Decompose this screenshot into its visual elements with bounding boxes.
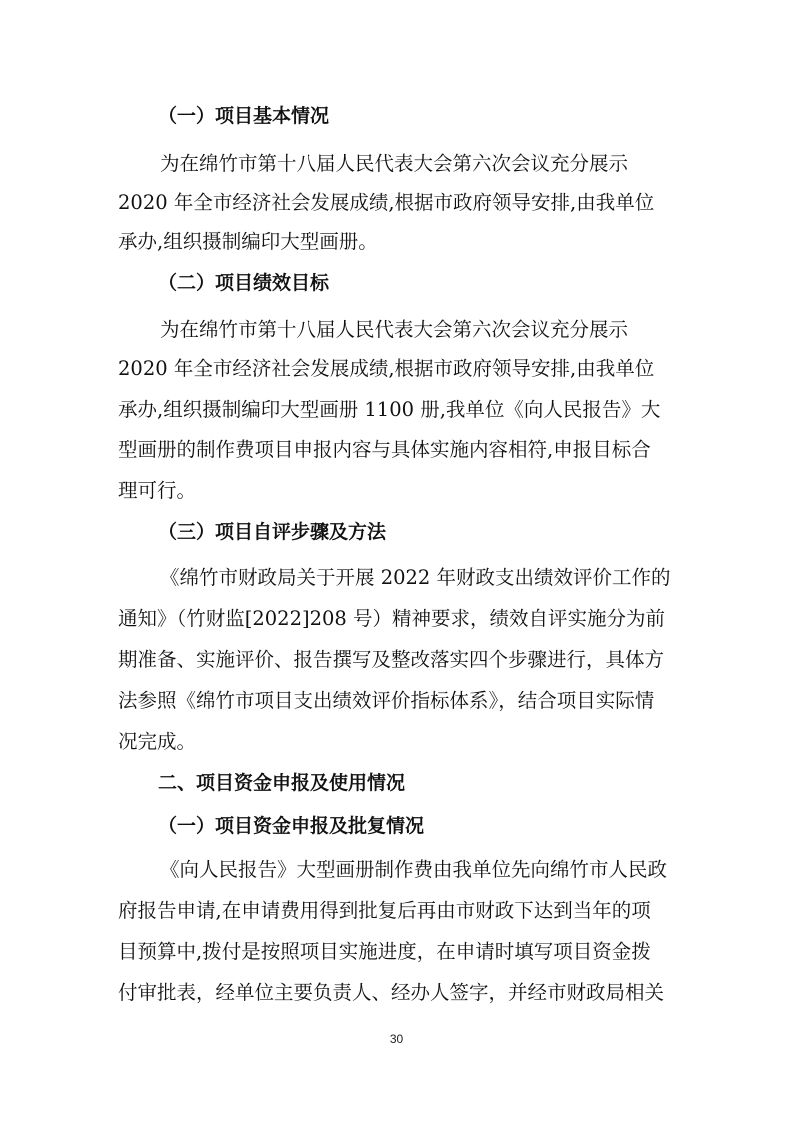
- paragraph-line: 为在绵竹市第十八届人民代表大会第六次会议充分展示: [160, 318, 629, 341]
- paragraph-line: 型画册的制作费项目申报内容与具体实施内容相符,申报目标合: [118, 438, 651, 461]
- paragraph-line: 期准备、实施评价、报告撰写及整改落实四个步骤进行，具体方: [118, 648, 665, 671]
- paragraph-line: 付审批表，经单位主要负责人、经办人签字，并经市财政局相关: [118, 981, 665, 1004]
- paragraph-line: 通知》（竹财监[2022]208 号）精神要求，绩效自评实施分为前: [118, 607, 666, 630]
- paragraph-line: 府报告申请,在申请费用得到批复后再由市财政下达到当年的项: [118, 899, 651, 922]
- paragraph-line: 为在绵竹市第十八届人民代表大会第六次会议充分展示: [160, 152, 629, 175]
- paragraph-line: 2020 年全市经济社会发展成绩,根据市政府领导安排,由我单位: [118, 191, 655, 214]
- paragraph-line: 目预算中,拨付是按照项目实施进度，在申请时填写项目资金拨: [118, 940, 651, 963]
- paragraph-line: 《绵竹市财政局关于开展 2022 年财政支出绩效评价工作的: [160, 566, 671, 589]
- paragraph-line: 法参照《绵竹市项目支出绩效评价指标体系》，结合项目实际情: [118, 689, 655, 712]
- section-heading-performance-goal: （二）项目绩效目标: [158, 272, 330, 294]
- paragraph-line: 理可行。: [118, 479, 197, 502]
- paragraph-line: 承办,组织摄制编印大型画册 1100 册,我单位《向人民报告》大: [118, 398, 661, 421]
- section-heading-funding-approval: （一）项目资金申报及批复情况: [158, 815, 425, 837]
- page-number: 30: [389, 1032, 404, 1046]
- paragraph-line: 《向人民报告》大型画册制作费由我单位先向绵竹市人民政: [160, 858, 668, 881]
- paragraph-line: 况完成。: [118, 730, 197, 753]
- section-heading-self-evaluation: （三）项目自评步骤及方法: [158, 521, 387, 543]
- paragraph-line: 2020 年全市经济社会发展成绩,根据市政府领导安排,由我单位: [118, 357, 655, 380]
- section-heading-basic-info: （一）项目基本情况: [158, 105, 330, 127]
- chapter-heading-funding: 二、项目资金申报及使用情况: [158, 772, 406, 794]
- paragraph-line: 承办,组织摄制编印大型画册。: [118, 230, 378, 253]
